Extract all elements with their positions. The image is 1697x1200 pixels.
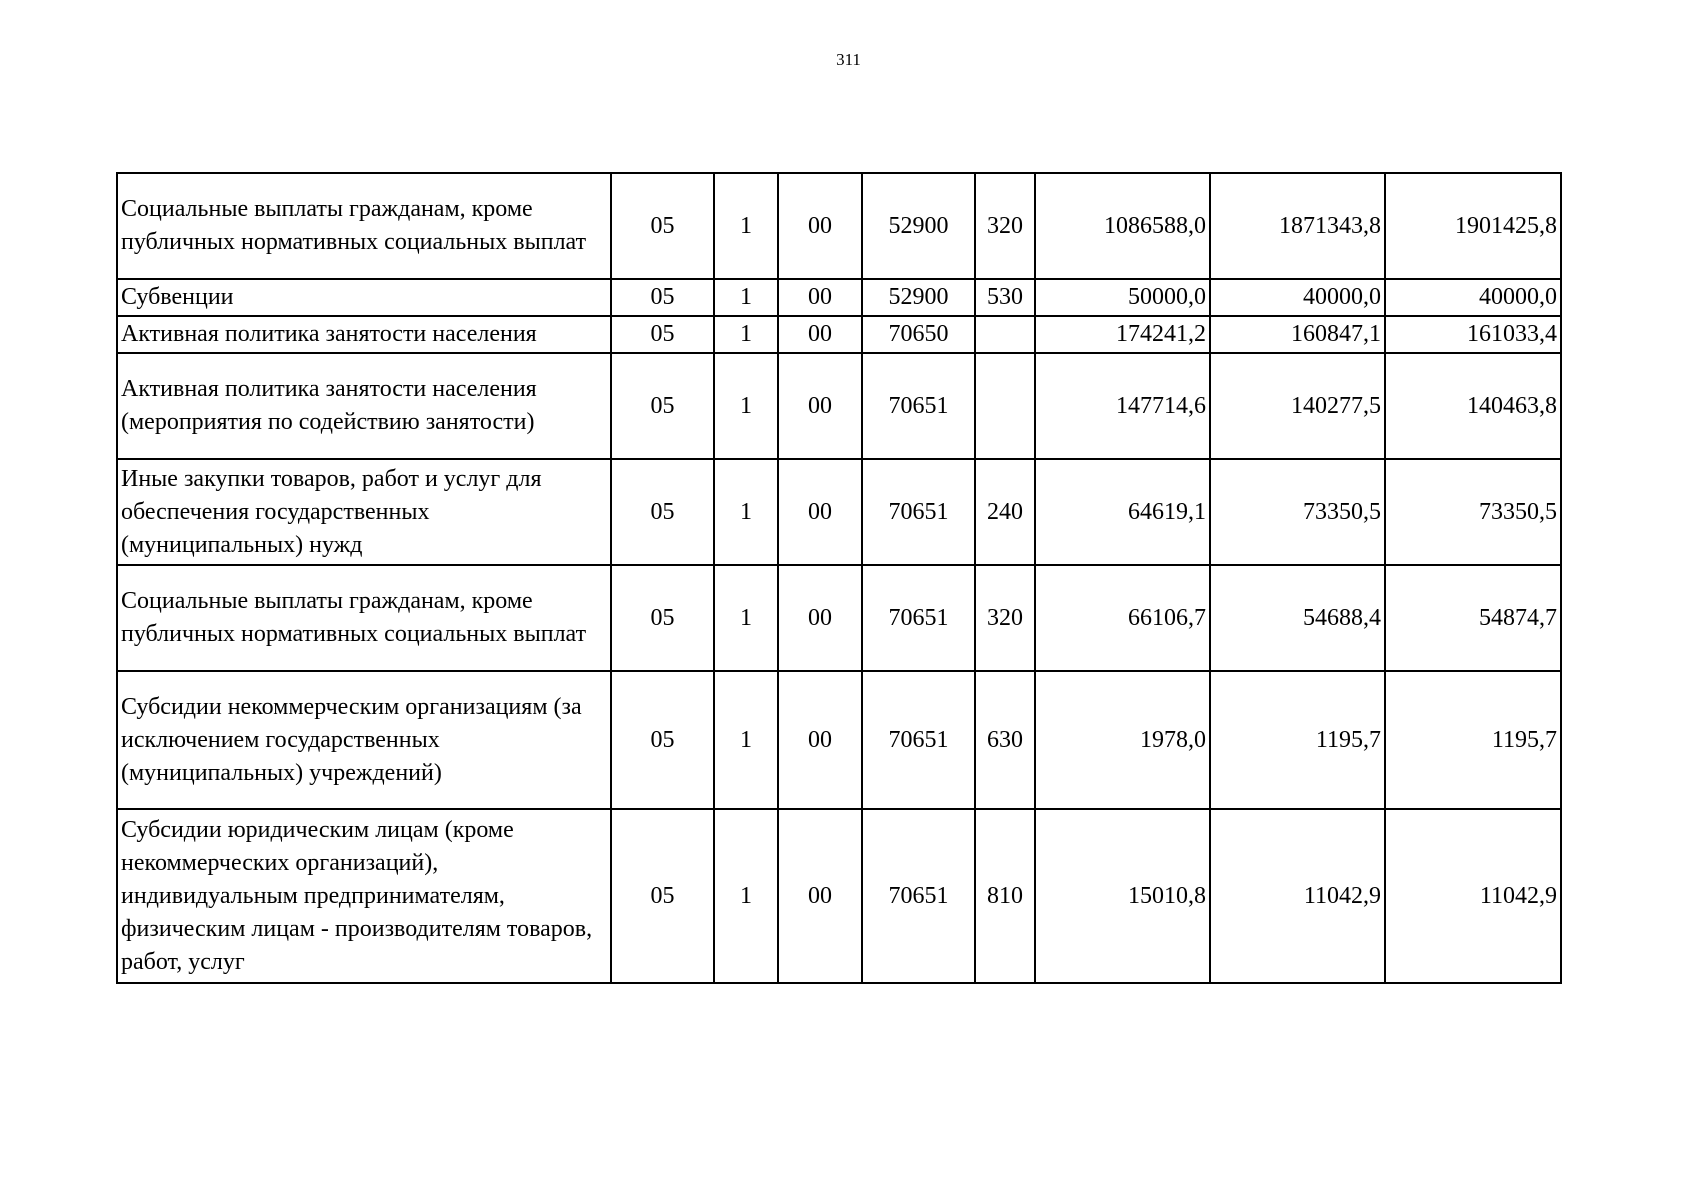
amount-year-3: 1901425,8	[1385, 173, 1561, 279]
amount-year-3: 73350,5	[1385, 459, 1561, 565]
subprogram-code: 00	[778, 671, 862, 809]
subprogram-code: 00	[778, 565, 862, 671]
amount-year-1: 1978,0	[1035, 671, 1210, 809]
program-code: 1	[714, 316, 778, 353]
amount-year-1: 50000,0	[1035, 279, 1210, 316]
amount-year-3: 1195,7	[1385, 671, 1561, 809]
section-code: 05	[611, 565, 714, 671]
section-code: 05	[611, 279, 714, 316]
article-code: 70650	[862, 316, 975, 353]
budget-table	[116, 172, 1562, 984]
table-row	[117, 459, 1561, 565]
row-name: Субвенции	[117, 279, 611, 316]
subprogram-code: 00	[778, 809, 862, 983]
amount-year-3: 140463,8	[1385, 353, 1561, 459]
amount-year-1: 64619,1	[1035, 459, 1210, 565]
section-code: 05	[611, 316, 714, 353]
row-name: Социальные выплаты гражданам, кроме публичных нормативных социальных выплат	[117, 173, 611, 279]
row-name: Субсидии юридическим лицам (кроме некоммерческих организаций), индивидуальным предпринимателям, физическим лицам - производителям товаров, работ, услуг	[117, 809, 611, 983]
subprogram-code: 00	[778, 279, 862, 316]
program-code: 1	[714, 279, 778, 316]
article-code: 70651	[862, 353, 975, 459]
row-name: Иные закупки товаров, работ и услуг для обеспечения государственных (муниципальных) нужд	[117, 459, 611, 565]
section-code: 05	[611, 671, 714, 809]
expense-type-code	[975, 316, 1035, 353]
article-code: 70651	[862, 459, 975, 565]
amount-year-2: 73350,5	[1210, 459, 1385, 565]
expense-type-code: 630	[975, 671, 1035, 809]
row-name: Активная политика занятости населения	[117, 316, 611, 353]
expense-type-code: 320	[975, 173, 1035, 279]
article-code: 52900	[862, 173, 975, 279]
amount-year-1: 1086588,0	[1035, 173, 1210, 279]
row-name: Субсидии некоммерческим организациям (за исключением государственных (муниципальных) учреждений)	[117, 671, 611, 809]
table-row	[117, 671, 1561, 809]
amount-year-1: 147714,6	[1035, 353, 1210, 459]
amount-year-1: 174241,2	[1035, 316, 1210, 353]
section-code: 05	[611, 353, 714, 459]
program-code: 1	[714, 671, 778, 809]
table-row	[117, 565, 1561, 671]
subprogram-code: 00	[778, 353, 862, 459]
amount-year-2: 140277,5	[1210, 353, 1385, 459]
table-row	[117, 279, 1561, 316]
section-code: 05	[611, 173, 714, 279]
program-code: 1	[714, 459, 778, 565]
subprogram-code: 00	[778, 459, 862, 565]
subprogram-code: 00	[778, 316, 862, 353]
expense-type-code: 240	[975, 459, 1035, 565]
amount-year-3: 40000,0	[1385, 279, 1561, 316]
article-code: 70651	[862, 565, 975, 671]
amount-year-1: 15010,8	[1035, 809, 1210, 983]
expense-type-code: 530	[975, 279, 1035, 316]
amount-year-2: 1195,7	[1210, 671, 1385, 809]
article-code: 70651	[862, 809, 975, 983]
section-code: 05	[611, 459, 714, 565]
subprogram-code: 00	[778, 173, 862, 279]
table-row	[117, 809, 1561, 983]
row-name: Активная политика занятости населения (мероприятия по содействию занятости)	[117, 353, 611, 459]
amount-year-3: 11042,9	[1385, 809, 1561, 983]
amount-year-2: 11042,9	[1210, 809, 1385, 983]
program-code: 1	[714, 173, 778, 279]
table-row	[117, 173, 1561, 279]
row-name: Социальные выплаты гражданам, кроме публичных нормативных социальных выплат	[117, 565, 611, 671]
program-code: 1	[714, 809, 778, 983]
page-number: 311	[836, 50, 861, 69]
table-row	[117, 353, 1561, 459]
expense-type-code	[975, 353, 1035, 459]
table-row	[117, 316, 1561, 353]
section-code: 05	[611, 809, 714, 983]
program-code: 1	[714, 565, 778, 671]
amount-year-2: 160847,1	[1210, 316, 1385, 353]
article-code: 70651	[862, 671, 975, 809]
amount-year-2: 54688,4	[1210, 565, 1385, 671]
amount-year-1: 66106,7	[1035, 565, 1210, 671]
expense-type-code: 810	[975, 809, 1035, 983]
amount-year-2: 1871343,8	[1210, 173, 1385, 279]
expense-type-code: 320	[975, 565, 1035, 671]
amount-year-3: 54874,7	[1385, 565, 1561, 671]
article-code: 52900	[862, 279, 975, 316]
program-code: 1	[714, 353, 778, 459]
amount-year-2: 40000,0	[1210, 279, 1385, 316]
amount-year-3: 161033,4	[1385, 316, 1561, 353]
